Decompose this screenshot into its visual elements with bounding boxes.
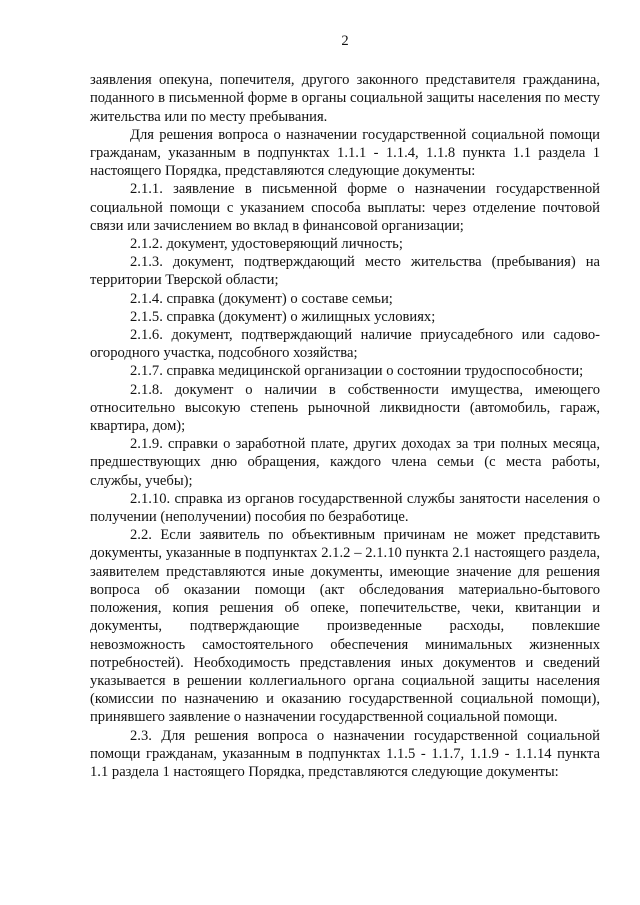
- page-number: 2: [341, 33, 349, 49]
- paragraph-clause-2-1-10: 2.1.10. справка из органов государственной службы занятости населения о получении (неполучении) пособия по безработице.: [90, 490, 600, 526]
- paragraph-clause-2-1-4: 2.1.4. справка (документ) о составе семьи;: [130, 290, 393, 307]
- paragraph-clause-2-1-3: 2.1.3. документ, подтверждающий место жительства (пребывания) на территории Тверской области;: [90, 254, 600, 289]
- paragraph-clause-2-2: 2.2. Если заявитель по объективным причинам не может представить документы, указанные в подпунктах 2.1.2 – 2.1.10 пункта 2.1 настоящего раздела, заявителем представляются иные документы, имеющие значение для решения вопроса об оказании помощи (акт обследования материально-бытового положения, копия решения об опеке, попечительстве, чеки, квитанции и документы, подтверждающие произведенные расходы, повлекшие невозможность самостоятельного обеспечения минимальных жизненных потребностей). Необходимость представления иных документов и сведений указывается в решении коллегиального органа социальной защиты населения (комиссии по назначению и оказанию государственной социальной помощи), принявшего заявление о назначении государственной социальной помощи.: [90, 527, 600, 726]
- paragraph-clause-2-1: Для решения вопроса о назначении государственной социальной помощи гражданам, указанным в подпунктах 1.1.1 - 1.1.4, 1.1.8 пункта 1.1 раздела 1 настоящего Порядка, представляются следующие документы:: [90, 126, 600, 180]
- paragraph-clause-2-1-9: 2.1.9. справки о заработной плате, других доходах за три полных месяца, предшествующих дню обращения, каждого члена семьи (с места работы, службы, учебы);: [90, 436, 600, 489]
- paragraph-clause-2-1-2: 2.1.2. документ, удостоверяющий личность;: [130, 236, 403, 253]
- paragraph-clause-2-1-5: 2.1.5. справка (документ) о жилищных условиях;: [130, 308, 436, 325]
- paragraph-intro-continuation: заявления опекуна, попечителя, другого законного представителя гражданина, поданного в письменной форме в органы социальной защиты населения по месту жительства или по месту пребывания.: [90, 72, 600, 125]
- paragraph-clause-2-3: 2.3. Для решения вопроса о назначении государственной социальной помощи гражданам, указанным в подпунктах 1.1.5 - 1.1.7, 1.1.9 - 1.1.14 пункта 1.1 раздела 1 настоящего Порядка, представляются следующие документы:: [90, 727, 600, 780]
- paragraph-clause-2-1-7: 2.1.7. справка медицинской организации о состоянии трудоспособности;: [130, 363, 584, 380]
- paragraph-clause-2-1-8: 2.1.8. документ о наличии в собственности имущества, имеющего относительно высокую степень рыночной ликвидности (автомобиль, гараж, квартира, дом);: [90, 381, 600, 435]
- paragraph-clause-2-1-6: 2.1.6. документ, подтверждающий наличие приусадебного или садово-огородного участка, подсобного хозяйства;: [90, 327, 600, 362]
- paragraph-clause-2-1-1: 2.1.1. заявление в письменной форме о назначении государственной социальной помощи с указанием способа выплаты: через отделение почтовой связи или зачислением во вклад в финансовой организации;: [90, 181, 600, 234]
